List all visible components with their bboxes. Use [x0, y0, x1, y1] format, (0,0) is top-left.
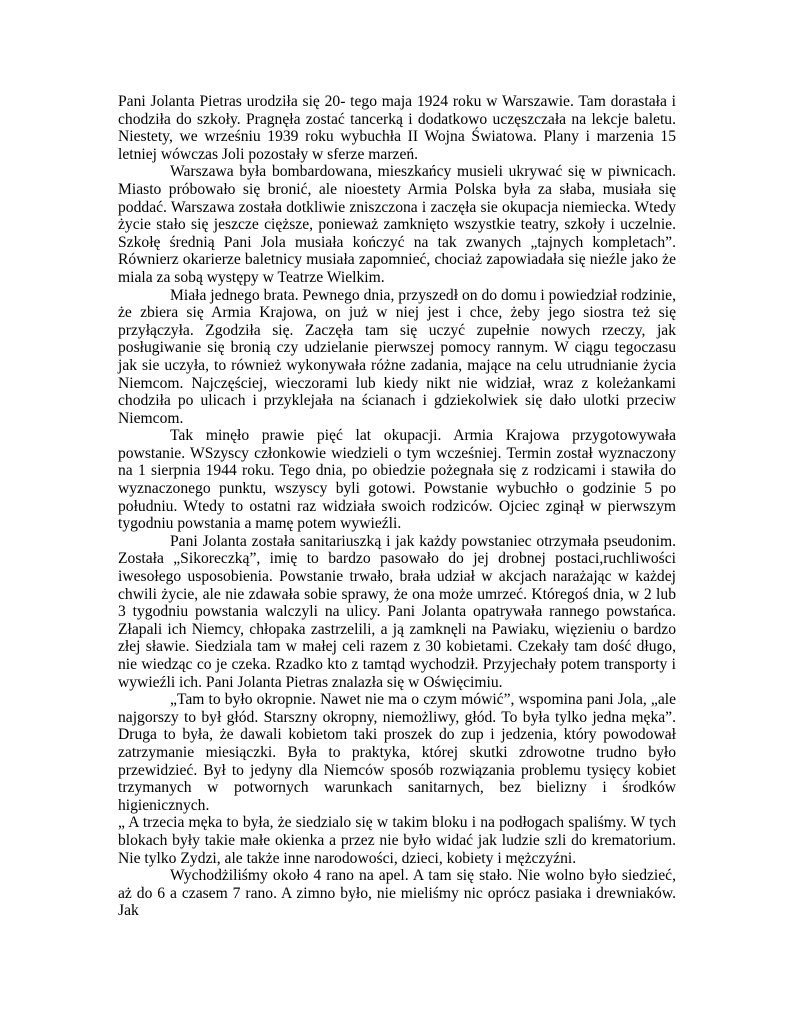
- paragraph-third-torment: „ A trzecia męka to była, że siedzialo się w takim bloku i na podłogach spaliśmy. W tych blokach były takie małe okienka a przez nie było widać jak ludzie szli do krematorium. Nie tylko Zydzi, ale także inne narodowości, dzieci, kobiety i mężczyźni.: [118, 814, 676, 867]
- paragraph-nurse-pawiak: Pani Jolanta została sanitariuszką i jak każdy powstaniec otrzymała pseudonim. Została „Sikoreczką”, imię to bardzo pasowało do jej drobnej postaci,ruchliwości iwesołego usposobienia. Powstanie trwało, brała udział w akcjach narażając w każdej chwili życie, ale nie zdawała sobie sprawy, że ona może umrzeć. Któregoś dnia, w 2 lub 3 tygodniu powstania walczyli na ulicy. Pani Jolanta opatrywała rannego powstańca. Złapali ich Niemcy, chłopaka zastrzelili, a ją zamknęli na Pawiaku, więzieniu o bardzo złej sławie. Siedziala tam w małej celi razem z 30 kobietami. Czekały tam dość długo, nie wiedząc co je czeka. Rzadko kto z tamtąd wychodził. Przyjechały potem transporty i wywieźli ich. Pani Jolanta Pietras znalazła się w Oświęcimiu.: [118, 532, 676, 691]
- paragraph-brother-home-army: Miała jednego brata. Pewnego dnia, przyszedł on do domu i powiedział rodzinie, że zbiera się Armia Krajowa, on już w niej jest i chce, żeby jego siostra też się przyłączyła. Zgodziła się. Zaczęła tam się uczyć zupełnie nowych rzeczy, jak posługiwanie się bronią czy udzielanie pierwszej pomocy rannym. W ciągu tegoczasu jak sie uczyła, to również wykonywała różne zadania, mające na celu utrudnianie życia Niemcom. Najczęściej, wieczorami lub kiedy nikt nie widział, wraz z koleżankami chodziła po ulicach i przyklejała na ścianach i gdziekolwiek się dało ulotki przeciw Niemcom.: [118, 286, 676, 427]
- paragraph-war-warsaw: Warszawa była bombardowana, mieszkańcy musieli ukrywać się w piwnicach. Miasto próbowało się bronić, ale nioestety Armia Polska była za słaba, musiała się poddać. Warszawa została dotkliwie zniszczona i zaczęła sie okupacja niemiecka. Wtedy życie stało się jeszcze cięższe, ponieważ zamknięto wszystkie teatry, szkoły i uczelnie. Szkołę średnią Pani Jola musiała kończyć na tak zwanych „tajnych kompletach”. Równierz okarierze baletnicy musiała zapomnieć, chociaż zapowiadała się nieźle jako że miala za sobą występy w Teatrze Wielkim.: [118, 163, 676, 286]
- document-page: [118, 93, 676, 920]
- paragraph-birth: Pani Jolanta Pietras urodziła się 20- tego maja 1924 roku w Warszawie. Tam dorastała i chodziła do szkoły. Pragnęła zostać tancerką i dodatkowo uczęszczała na lekcje baletu. Niestety, we wrześniu 1939 roku wybuchła II Wojna Światowa. Plany i marzenia 15 letniej wówczas Joli pozostały w sferze marzeń.: [118, 93, 676, 163]
- paragraph-occupation-uprising: Tak minęło prawie pięć lat okupacji. Armia Krajowa przygotowywała powstanie. WSzyscy członkowie wiedzieli o tym wcześniej. Termin został wyznaczony na 1 sierpnia 1944 roku. Tego dnia, po obiedzie pożegnała się z rodzicami i stawiła do wyznaczonego punktu, wszyscy byli gotowi. Powstanie wybuchło o godzinie 5 po południu. Wtedy to ostatni raz widziała swoich rodziców. Ojciec zginął w pierwszym tygodniu powstania a mamę potem wywieźli.: [118, 427, 676, 533]
- paragraph-auschwitz-hunger: „Tam to było okropnie. Nawet nie ma o czym mówić”, wspomina pani Jola, „ale najgorszy to był głód. Starszny okropny, niemożliwy, głód. To była tylko jedna męka”. Druga to była, że dawali kobietom taki proszek do zup i jedzenia, który powodował zatrzymanie miesiączki. Była to praktyka, której skutki zdrowotne trudno było przewidzieć. Był to jedyny dla Niemców sposób rozwiązania problemu tysięcy kobiet trzymanych w potwornych warunkach sanitarnych, bez bielizny i środków higienicznych.: [118, 691, 676, 814]
- paragraph-roll-call: Wychodżiliśmy około 4 rano na apel. A tam się stało. Nie wolno było siedzieć, aż do 6 a czasem 7 rano. A zimno było, nie mieliśmy nic oprócz pasiaka i drewniaków. Jak: [118, 867, 676, 920]
